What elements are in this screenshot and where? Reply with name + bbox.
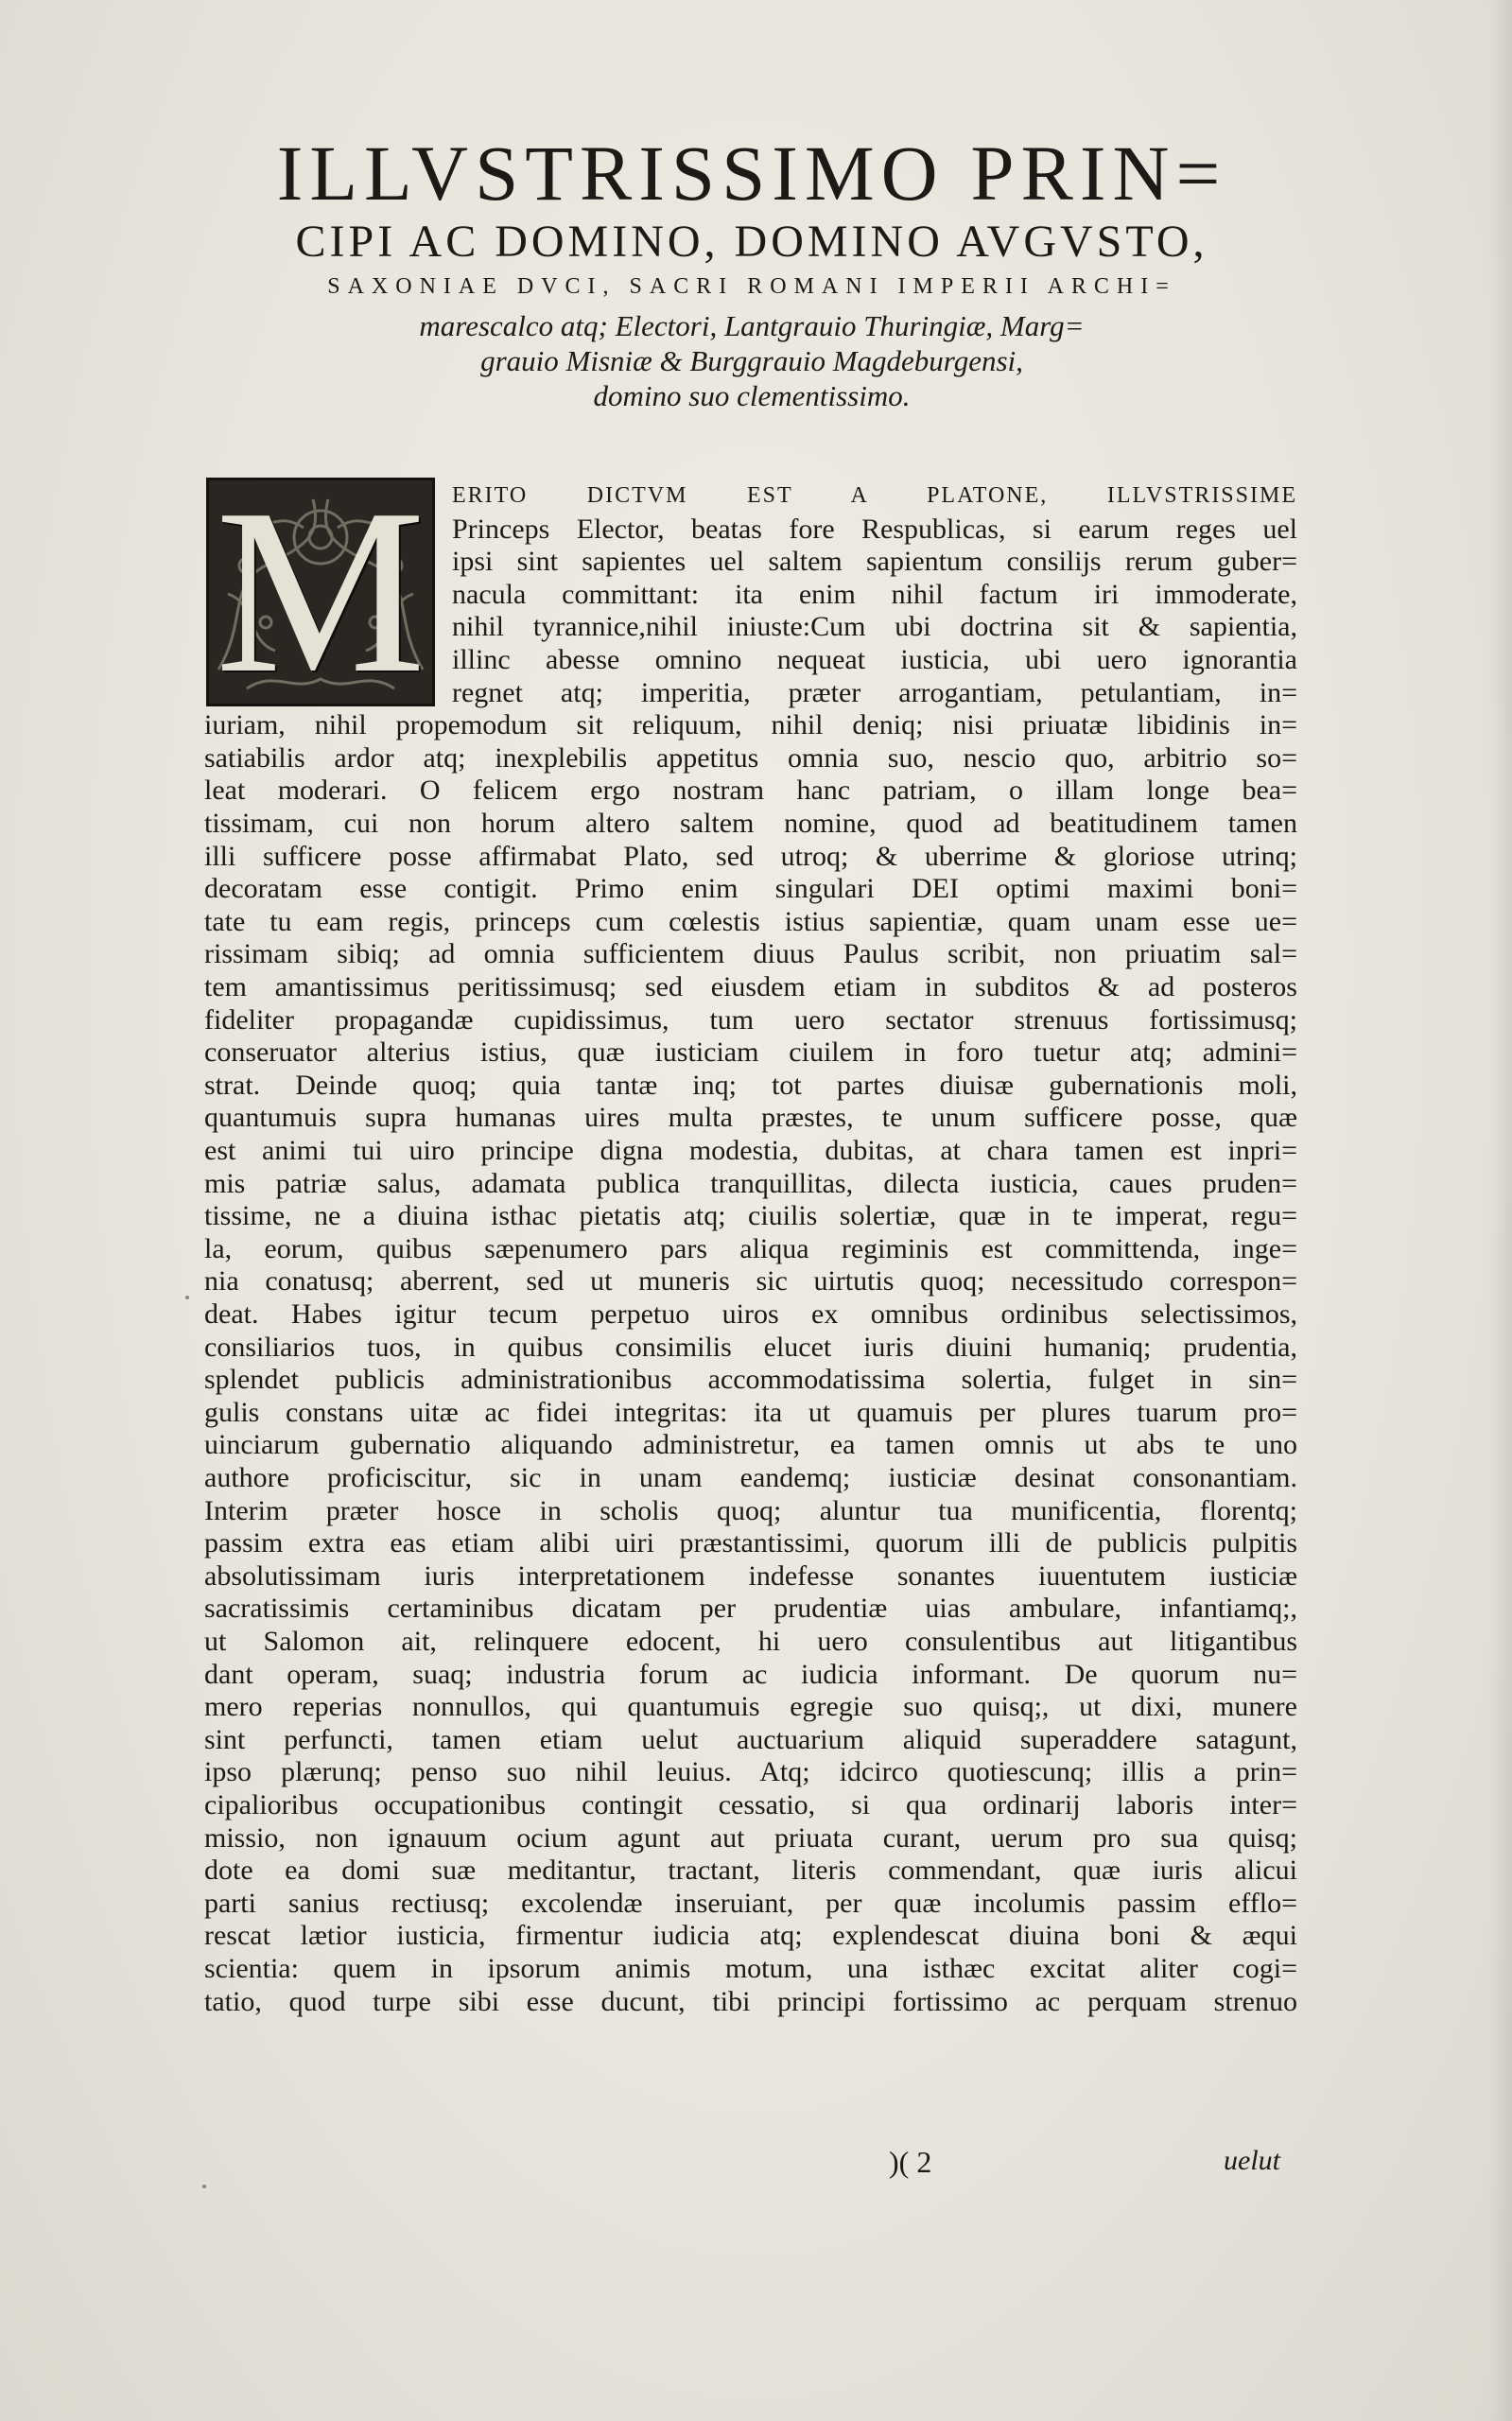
body-line: leat moderari. O felicem ergo nostram hanc patriam, o illam longe bea=	[204, 775, 1297, 806]
body-line: tissime, ne a diuina isthac pietatis atq; ciuilis solertiæ, quæ in te imperat, regu=	[204, 1200, 1297, 1231]
body-line: sint perfuncti, tamen etiam uelut auctuarium aliquid superaddere satagunt,	[204, 1724, 1297, 1755]
page-edge-shadow	[1489, 0, 1512, 2421]
catchword: uelut	[1224, 2145, 1280, 2176]
body-line: decoratam esse contigit. Primo enim singulari DEI optimi maximi boni=	[204, 873, 1297, 904]
body-line: consiliarios tuos, in quibus consimilis elucet iuris diuini humaniq; prudentia,	[204, 1332, 1297, 1363]
body-line: scientia: quem in ipsorum animis motum, una isthæc excitat aliter cogi=	[204, 1953, 1297, 1984]
body-line: ipso plærunq; penso suo nihil leuius. Atq; idcirco quotiescunq; illis a prin=	[204, 1756, 1297, 1787]
initial-letter: M	[215, 478, 426, 706]
decorated-initial	[206, 478, 435, 706]
body-line: quantumuis supra humanas uires multa præstes, te unum sufficere posse, quæ	[204, 1102, 1297, 1133]
body-line: illi sufficere posse affirmabat Plato, sed utroq; & uberrime & gloriose utrinq;	[204, 841, 1297, 872]
body-line: splendet publicis administrationibus accommodatissima solertia, fulget in sin=	[204, 1364, 1297, 1395]
body-line: rissimam sibiq; ad omnia sufficientem diuus Paulus scribit, non priuatim sal=	[204, 938, 1297, 969]
body-line: nihil tyrannice,nihil iniuste:Cum ubi doctrina sit & sapientia,	[452, 611, 1297, 642]
body-line: authore proficiscitur, sic in unam eandemq; iusticiæ desinat consonantiam.	[204, 1462, 1297, 1493]
paper-speck	[202, 2185, 206, 2188]
body-line: ERITO DICTVM EST A PLATONE, ILLVSTRISSIME	[452, 483, 1297, 508]
body-line: Princeps Elector, beatas fore Respublicas, si earum reges uel	[452, 514, 1297, 545]
body-line: gulis constans uitæ ac fidei integritas: ita ut quamuis per plures tuarum pro=	[204, 1397, 1297, 1428]
body-line: deat. Habes igitur tecum perpetuo uiros ex omnibus ordinibus selectissimos,	[204, 1298, 1297, 1330]
body-line: passim extra eas etiam alibi uiri præstantissimi, quorum illi de publicis pulpitis	[204, 1527, 1297, 1559]
body-line: conseruator alterius istius, quæ iusticiam ciuilem in foro tuetur atq; admini=	[204, 1036, 1297, 1068]
signature-mark: )( 2	[889, 2145, 932, 2179]
body-line: mis patriæ salus, adamata publica tranquillitas, dilecta iusticia, caues pruden=	[204, 1168, 1297, 1199]
body-line: strat. Deinde quoq; quia tantæ inq; tot partes diuisæ gubernationis moli,	[204, 1070, 1297, 1101]
dedication-line-1: marescalco atq; Electori, Lantgrauio Thuringiæ, Marg=	[419, 309, 1085, 342]
body-line: nia conatusq; aberrent, sed ut muneris sic uirtutis quoq; necessitudo correspon=	[204, 1265, 1297, 1297]
body-line: uinciarum gubernatio aliquando administretur, ea tamen omnis ut abs te uno	[204, 1429, 1297, 1460]
body-line: ipsi sint sapientes uel saltem sapientum consilijs rerum guber=	[452, 546, 1297, 577]
body-line: tem amantissimus peritissimusq; sed eiusdem etiam in subditos & ad posteros	[204, 971, 1297, 1002]
body-line: ut Salomon ait, relinquere edocent, hi uero consulentibus aut litigantibus	[204, 1626, 1297, 1657]
heading-line-1: ILLVSTRISSIMO PRIN=	[276, 130, 1227, 217]
heading-line-2: CIPI AC DOMINO, DOMINO AVGVSTO,	[295, 217, 1208, 267]
body-line: dant operam, suaq; industria forum ac iudicia informant. De quorum nu=	[204, 1659, 1297, 1690]
body-line: mero reperias nonnullos, qui quantumuis egregie suo quisq;, ut dixi, munere	[204, 1691, 1297, 1722]
body-line: missio, non ignauum ocium agunt aut priuata curant, uerum pro sua quisq;	[204, 1822, 1297, 1854]
body-line: absolutissimam iuris interpretationem indefesse sonantes iuuentutem iusticiæ	[204, 1560, 1297, 1592]
body-line: rescat lætior iusticia, firmentur iudicia atq; explendescat diuina boni & æqui	[204, 1920, 1297, 1951]
heading-line-3: SAXONIAE DVCI, SACRI ROMANI IMPERII ARCHI=	[327, 274, 1176, 299]
body-line: dote ea domi suæ meditantur, tractant, literis commendant, quæ iuris alicui	[204, 1855, 1297, 1886]
body-line: parti sanius rectiusq; excolendæ inseruiant, per quæ incolumis passim efflo=	[204, 1888, 1297, 1919]
paper-speck	[185, 1296, 189, 1299]
dedication-line-3: domino suo clementissimo.	[593, 379, 911, 412]
body-line: regnet atq; imperitia, præter arrogantiam, petulantiam, in=	[452, 677, 1297, 708]
body-line: tate tu eam regis, princeps cum cœlestis istius sapientiæ, quam unam esse ue=	[204, 906, 1297, 937]
body-line: tatio, quod turpe sibi esse ducunt, tibi principi fortissimo ac perquam strenuo	[204, 1986, 1297, 2017]
body-line: tissimam, cui non horum altero saltem nomine, quod ad beatitudinem tamen	[204, 808, 1297, 839]
body-line: illinc abesse omnino nequeat iusticia, ubi uero ignorantia	[452, 644, 1297, 675]
body-line: nacula committant: ita enim nihil factum iri immoderate,	[452, 579, 1297, 610]
body-line: est animi tui uiro principe digna modestia, dubitas, at chara tamen est inpri=	[204, 1135, 1297, 1166]
body-line: iuriam, nihil propemodum sit reliquum, nihil deniq; nisi priuatæ libidinis in=	[204, 709, 1297, 740]
body-line: la, eorum, quibus sæpenumero pars aliqua regiminis est committenda, inge=	[204, 1233, 1297, 1264]
body-line: fideliter propagandæ cupidissimus, tum uero sectator strenuus fortissimusq;	[204, 1004, 1297, 1036]
body-line: satiabilis ardor atq; inexplebilis appetitus omnia suo, nescio quo, arbitrio so=	[204, 742, 1297, 774]
body-line: sacratissimis certaminibus dicatam per prudentiæ uias ambulare, infantiamq;,	[204, 1593, 1297, 1624]
body-line: Interim præter hosce in scholis quoq; aluntur tua munificentia, florentq;	[204, 1495, 1297, 1526]
dedication-line-2: grauio Misniæ & Burggrauio Magdeburgensi,	[480, 344, 1023, 377]
body-line: cipalioribus occupationibus contingit cessatio, si qua ordinarij laboris inter=	[204, 1789, 1297, 1820]
